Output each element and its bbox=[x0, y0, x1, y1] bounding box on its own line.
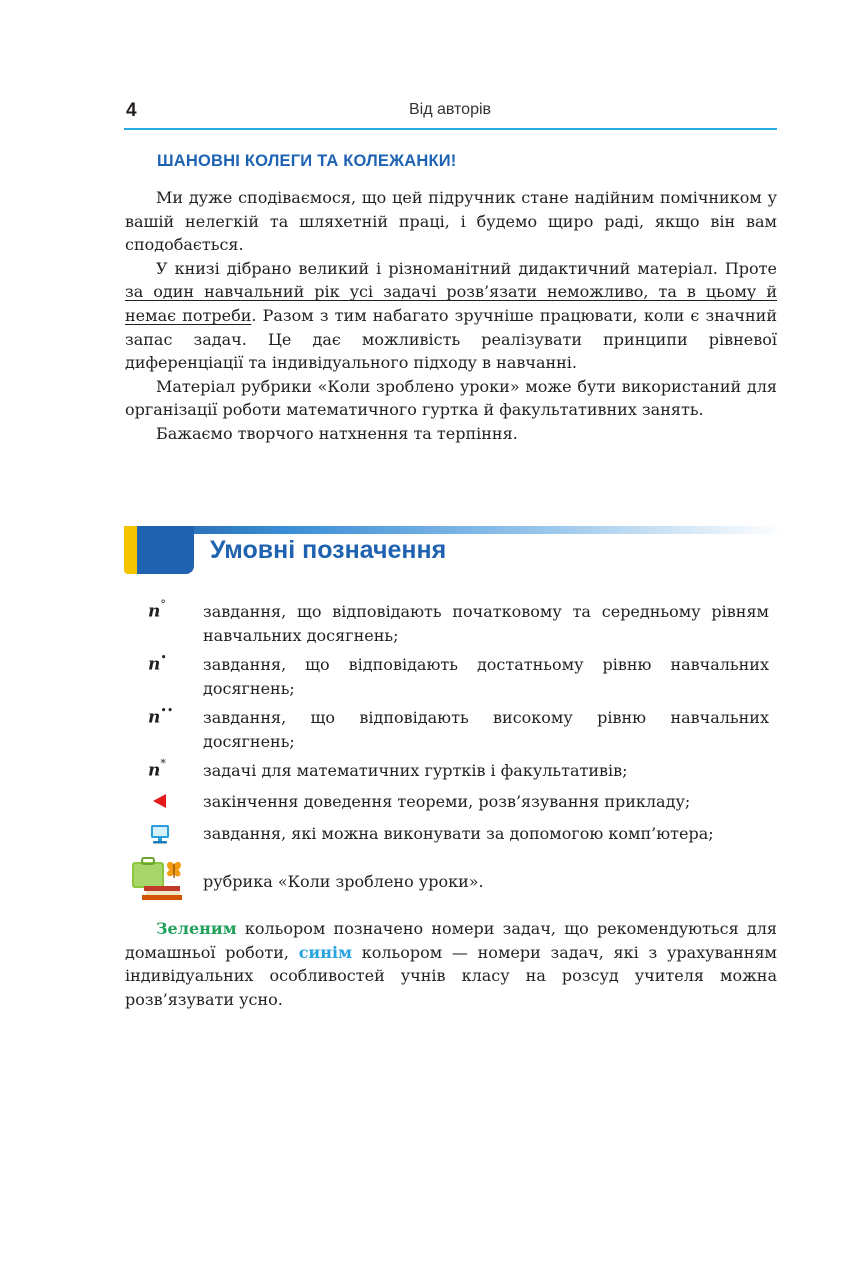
color-note-part-2: кольором — номери задач, які з урахуванням індивідуальних особливостей учнів класу на розсуд учителя можна розв’язувати усно. bbox=[125, 942, 778, 1009]
legend-text: завдання, що відповідають початковому та середньому рівням навчальних досягнень; bbox=[203, 602, 769, 645]
legend-text: закінчення доведення теореми, розв’язування прикладу; bbox=[203, 792, 691, 811]
level-mark-sufficient: n• bbox=[148, 651, 167, 675]
intro-p2-after: . Разом з тим набагато зручніше працювати, коли є значний запас задач. Це дає можливість реалізувати принципи рівневої диференціації та індивідуального підходу в навчанні. bbox=[125, 305, 777, 373]
section-banner-blue-tab bbox=[137, 526, 194, 574]
running-head: Від авторів bbox=[408, 101, 492, 118]
greeting-heading: ШАНОВНІ КОЛЕГИ ТА КОЛЕЖАНКИ! bbox=[157, 152, 457, 170]
color-note bbox=[125, 917, 777, 1011]
intro-text bbox=[125, 186, 777, 446]
section-title: Умовні позначення bbox=[210, 536, 447, 564]
level-mark-olympiad: n* bbox=[148, 757, 166, 781]
books-butterfly-icon bbox=[130, 856, 186, 906]
intro-paragraph-1: Ми дуже сподіваємося, що цей підручник стане надійним помічником у вашій нелегкій та шляхетній праці, і будемо щиро раді, якщо він вам сподобається. bbox=[125, 188, 777, 255]
intro-paragraph-3: Матеріал рубрики «Коли зроблено уроки» може бути використаний для організації роботи математичного гуртка й факультативних занять. bbox=[125, 376, 777, 420]
legend-text: задачі для математичних гуртків і факультативів; bbox=[203, 761, 628, 780]
green-word: Зеленим bbox=[156, 919, 237, 938]
computer-icon bbox=[149, 823, 171, 849]
level-mark-initial: n° bbox=[148, 598, 166, 622]
intro-paragraph-4: Бажаємо творчого натхнення та терпіння. bbox=[156, 423, 518, 443]
color-note-part-1: кольором позначено номери задач, що рекомендуються для домашньої роботи, bbox=[125, 919, 777, 962]
header-rule bbox=[124, 128, 777, 130]
legend-text: завдання, які можна виконувати за допомогою комп’ютера; bbox=[203, 824, 714, 843]
red-triangle-icon bbox=[153, 794, 166, 808]
intro-paragraph-2 bbox=[125, 257, 777, 375]
intro-p2-underlined: за один навчальний рік усі задачі розв’язати неможливо, та в цьому й немає потреби bbox=[125, 282, 777, 325]
level-mark-high: n•• bbox=[148, 704, 174, 728]
blue-word: синім bbox=[298, 942, 352, 962]
intro-p2-before: У книзі дібрано великий і різноманітний дидактичний матеріал. Проте bbox=[156, 258, 777, 278]
legend-text: рубрика «Коли зроблено уроки». bbox=[203, 872, 484, 891]
section-banner-gradient bbox=[124, 526, 784, 534]
legend-text: завдання, що відповідають достатньому рівню навчальних досягнень; bbox=[203, 655, 769, 698]
legend-text: завдання, що відповідають високому рівню навчальних досягнень; bbox=[203, 708, 769, 751]
color-note-paragraph bbox=[125, 917, 777, 1011]
page-number: 4 bbox=[126, 100, 137, 121]
